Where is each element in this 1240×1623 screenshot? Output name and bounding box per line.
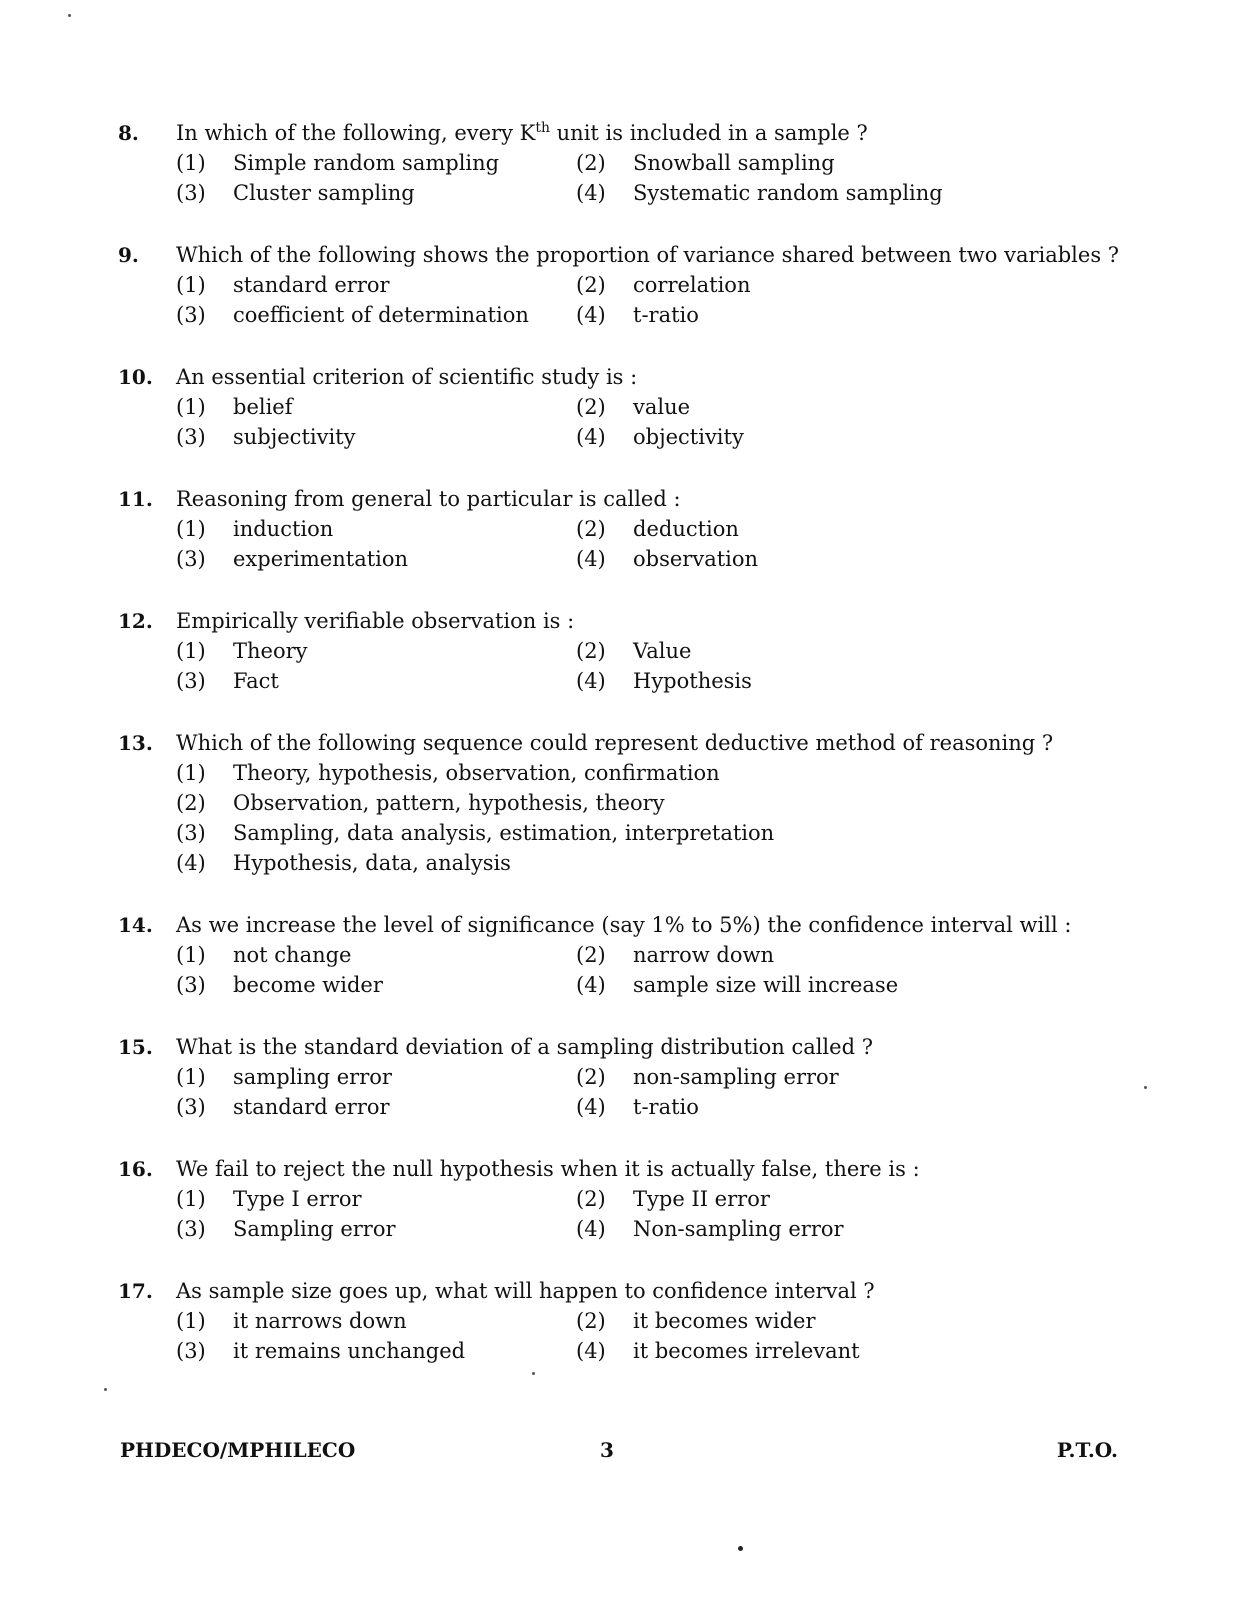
question-text: As sample size goes up, what will happen to confidence interval ?	[176, 1279, 875, 1303]
option-3: (3) Fact	[176, 669, 279, 693]
option-4: (4) sample size will increase	[576, 973, 899, 997]
option-1: (1) Simple random sampling	[176, 151, 500, 175]
option-2: (2) Observation, pattern, hypothesis, theory	[176, 791, 665, 815]
page-footer	[120, 1438, 1118, 1468]
question-15	[118, 1032, 1138, 1122]
option-4: (4) Hypothesis	[576, 669, 752, 693]
option-3: (3) experimentation	[176, 547, 409, 571]
question-text: As we increase the level of significance (say 1% to 5%) the confidence interval will :	[176, 913, 1072, 937]
option-3: (3) Sampling error	[176, 1217, 396, 1241]
option-list	[176, 270, 1138, 330]
option-3: (3) coefficient of determination	[176, 303, 529, 327]
question-number: 10.	[118, 365, 153, 389]
question-10	[118, 362, 1138, 452]
option-list	[176, 514, 1138, 574]
question-list	[118, 118, 1138, 1398]
question-number: 11.	[118, 487, 153, 511]
question-17	[118, 1276, 1138, 1366]
option-4: (4) objectivity	[576, 425, 744, 449]
option-3: (3) Sampling, data analysis, estimation, interpretation	[176, 821, 775, 845]
option-3: (3) become wider	[176, 973, 383, 997]
question-text: Reasoning from general to particular is called :	[176, 487, 681, 511]
option-1: (1) standard error	[176, 273, 390, 297]
option-2: (2) Value	[576, 639, 692, 663]
question-number: 15.	[118, 1035, 153, 1059]
option-4: (4) Hypothesis, data, analysis	[176, 851, 511, 875]
option-1: (1) induction	[176, 517, 334, 541]
question-number: 9.	[118, 243, 139, 267]
scan-speck	[68, 14, 71, 17]
option-4: (4) Non-sampling error	[576, 1217, 844, 1241]
scan-speck	[738, 1546, 743, 1551]
option-list	[176, 392, 1138, 452]
pto-label: P.T.O.	[1056, 1438, 1118, 1462]
question-number: 14.	[118, 913, 153, 937]
question-text: An essential criterion of scientific study is :	[176, 365, 638, 389]
option-3: (3) Cluster sampling	[176, 181, 415, 205]
page-number: 3	[600, 1438, 614, 1462]
question-text: Which of the following sequence could represent deductive method of reasoning ?	[176, 731, 1054, 755]
option-1: (1) not change	[176, 943, 352, 967]
question-14	[118, 910, 1138, 1000]
option-4: (4) it becomes irrelevant	[576, 1339, 860, 1363]
option-list	[176, 1184, 1138, 1244]
option-2: (2) narrow down	[576, 943, 775, 967]
option-1: (1) Type I error	[176, 1187, 362, 1211]
option-2: (2) correlation	[576, 273, 751, 297]
option-4: (4) observation	[576, 547, 759, 571]
paper-code: PHDECO/MPHILECO	[120, 1438, 356, 1462]
option-3: (3) subjectivity	[176, 425, 356, 449]
question-number: 16.	[118, 1157, 153, 1181]
question-16	[118, 1154, 1138, 1244]
question-number: 12.	[118, 609, 153, 633]
option-1: (1) it narrows down	[176, 1309, 407, 1333]
option-2: (2) Type II error	[576, 1187, 770, 1211]
question-text: What is the standard deviation of a sampling distribution called ?	[176, 1035, 873, 1059]
option-2: (2) it becomes wider	[576, 1309, 816, 1333]
option-list	[176, 148, 1138, 208]
option-3: (3) standard error	[176, 1095, 390, 1119]
question-text: Which of the following shows the proportion of variance shared between two variables ?	[176, 243, 1120, 267]
question-text: In which of the following, every $K^{th}$ unit is included in a sample ?	[176, 120, 868, 145]
question-number: 8.	[118, 121, 139, 145]
option-list	[176, 758, 1138, 878]
question-11	[118, 484, 1138, 574]
scan-speck	[104, 1388, 107, 1391]
question-number: 17.	[118, 1279, 153, 1303]
option-1: (1) belief	[176, 395, 293, 419]
option-list	[176, 1062, 1138, 1122]
question-13	[118, 728, 1138, 878]
option-2: (2) deduction	[576, 517, 739, 541]
option-2: (2) Snowball sampling	[576, 151, 835, 175]
scan-speck	[1144, 1086, 1147, 1089]
question-number: 13.	[118, 731, 153, 755]
option-2: (2) value	[576, 395, 691, 419]
option-list	[176, 1306, 1138, 1366]
option-1: (1) Theory, hypothesis, observation, confirmation	[176, 761, 720, 785]
option-list	[176, 940, 1138, 1000]
question-12	[118, 606, 1138, 696]
option-4: (4) t-ratio	[576, 303, 699, 327]
scan-speck	[532, 1372, 535, 1375]
option-4: (4) t-ratio	[576, 1095, 699, 1119]
question-text: We fail to reject the null hypothesis when it is actually false, there is :	[176, 1157, 920, 1181]
question-text: Empirically verifiable observation is :	[176, 609, 575, 633]
option-3: (3) it remains unchanged	[176, 1339, 466, 1363]
question-9	[118, 240, 1138, 330]
option-1: (1) Theory	[176, 639, 308, 663]
option-2: (2) non-sampling error	[576, 1065, 839, 1089]
option-1: (1) sampling error	[176, 1065, 392, 1089]
option-list	[176, 636, 1138, 696]
question-8	[118, 118, 1138, 208]
option-4: (4) Systematic random sampling	[576, 181, 943, 205]
